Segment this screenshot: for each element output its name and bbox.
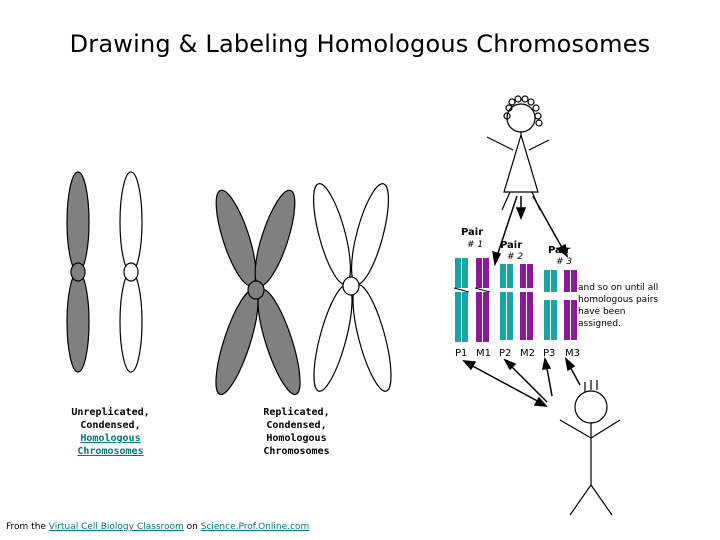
pair2-number: # 2	[507, 252, 524, 262]
footer-prefix: From the	[6, 522, 49, 532]
label-m1: M1	[476, 348, 491, 359]
karyotype-pair-2	[500, 264, 533, 340]
unreplicated-paternal-chromosome	[67, 172, 89, 372]
mother-figure	[487, 96, 549, 210]
homologous-link-line1[interactable]: Homologous	[80, 433, 141, 444]
footer-credit	[6, 522, 309, 532]
footer-middle: on	[183, 522, 201, 532]
pair2-label: Pair	[500, 240, 523, 251]
father-figure	[560, 380, 620, 515]
unreplicated-caption	[58, 406, 163, 458]
unreplicated-maternal-chromosome	[120, 172, 142, 372]
unreplicated-caption-line2: Condensed,	[80, 420, 141, 431]
replicated-maternal-chromosome	[306, 180, 399, 394]
virtual-classroom-link[interactable]: Virtual Cell Biology Classroom	[48, 522, 184, 532]
label-m3: M3	[565, 348, 580, 359]
page-title: Drawing & Labeling Homologous Chromosomes	[69, 30, 651, 58]
homologous-link-line2[interactable]: Chromosomes	[77, 446, 144, 457]
label-p3: P3	[543, 348, 556, 359]
unreplicated-caption-line1: Unreplicated,	[71, 407, 150, 418]
pair1-label: Pair	[461, 227, 484, 238]
and-so-on-note: and so on until all homologous pairs have been assigned.	[578, 283, 659, 329]
replicated-caption	[244, 406, 349, 458]
scienceprof-link[interactable]: Science.Prof.Online.com	[200, 522, 310, 532]
replicated-paternal-chromosome	[208, 186, 309, 398]
karyotype-pair-3	[544, 270, 577, 340]
label-p2: P2	[499, 348, 512, 359]
father-arrows	[464, 359, 580, 406]
pair3-number: # 3	[556, 257, 573, 267]
replicated-caption-line4: Chromosomes	[263, 446, 330, 457]
label-m2: M2	[520, 348, 535, 359]
replicated-caption-line2: Condensed,	[266, 420, 327, 431]
replicated-caption-line3: Homologous	[266, 433, 327, 444]
pair1-number: # 1	[467, 240, 484, 250]
replicated-caption-line1: Replicated,	[263, 407, 330, 418]
karyotype-pair-1	[454, 258, 490, 342]
pair3-label: Pair	[548, 245, 571, 256]
label-p1: P1	[455, 348, 468, 359]
